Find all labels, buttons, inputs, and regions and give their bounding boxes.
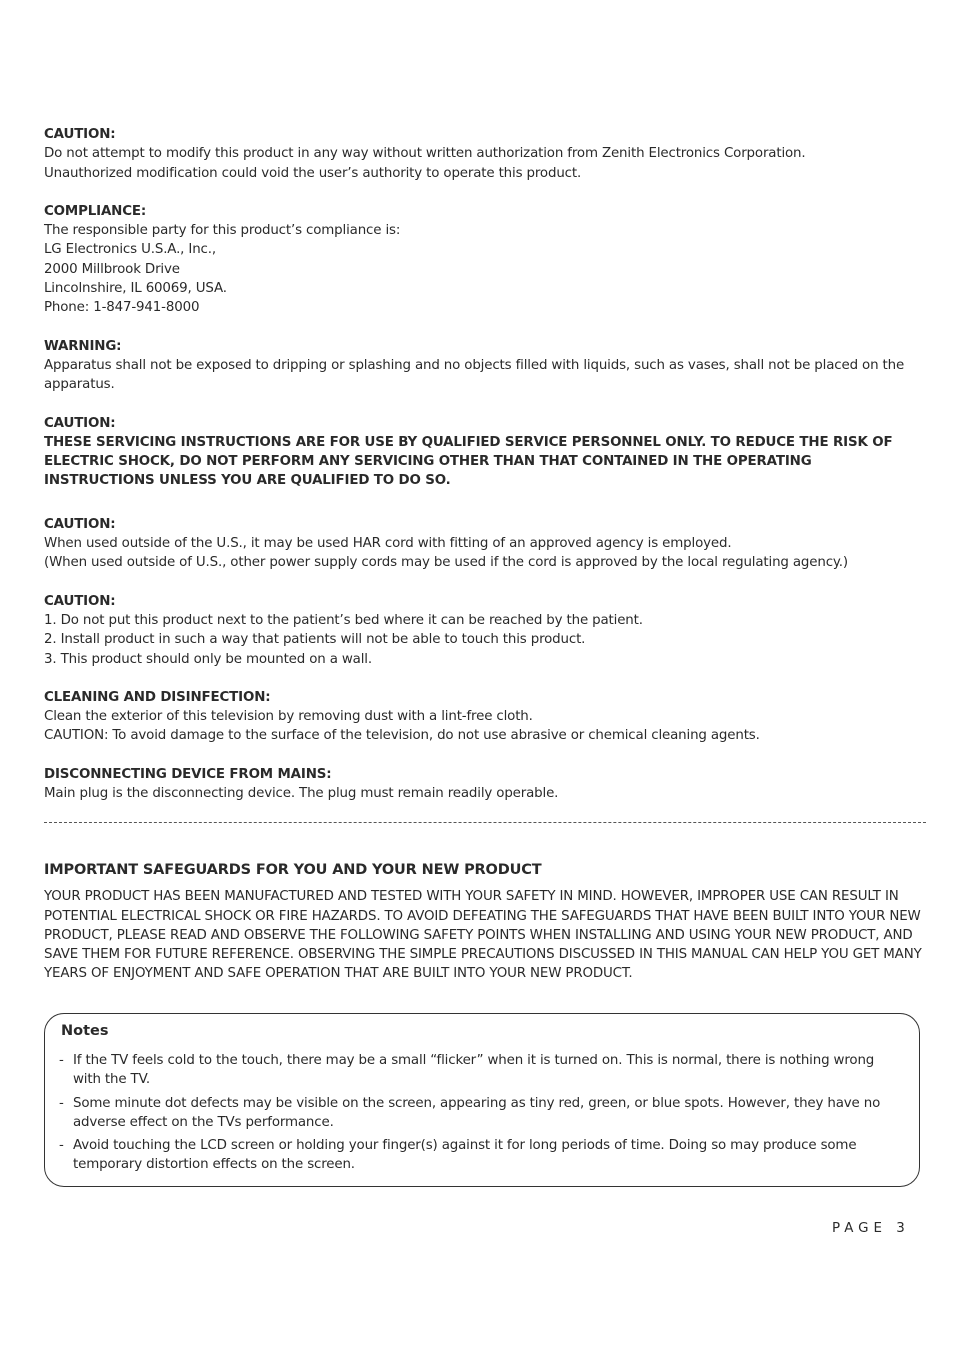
section-text: THESE SERVICING INSTRUCTIONS ARE FOR USE BY QUALIFIED SERVICE PERSONNEL ONLY. TO REDUCE THE RISK OF ELECTRIC SHOCK, DO NOT PERFORM ANY SERVICING OTHER THAN THAT CONTAINED IN THE OPERATING INSTRUCTIONS UNLESS YOU ARE QUALIFIED TO DO SO. <box>44 434 893 489</box>
safeguards-body: YOUR PRODUCT HAS BEEN MANUFACTURED AND TESTED WITH YOUR SAFETY IN MIND. HOWEVER, IMPROPER USE CAN RESULT IN POTENTIAL ELECTRICAL SHOCK OR FIRE HAZARDS. TO AVOID DEFEATING THE SAFEGUARDS THAT HAVE BEEN BUILT INTO YOUR NEW PRODUCT, PLEASE READ AND OBSERVE THE FOLLOWING SAFETY POINTS WHEN INSTALLING AND USING YOUR NEW PRODUCT, AND SAVE THEM FOR FUTURE REFERENCE. OBSERVING THE SIMPLE PRECAUTIONS DISCUSSED IN THIS MANUAL CAN HELP YOU GET MANY YEARS OF ENJOYMENT AND SAFE OPERATION THAT ARE BUILT INTO YOUR NEW PRODUCT. <box>44 889 922 982</box>
section-text: Clean the exterior of this television by removing dust with a lint-free cloth. <box>44 709 533 725</box>
section-text: 2000 Millbrook Drive <box>44 261 180 277</box>
section-text: LG Electronics U.S.A., Inc., <box>44 242 216 258</box>
safeguards-title: IMPORTANT SAFEGUARDS FOR YOU AND YOUR NEW PRODUCT <box>44 862 542 878</box>
section-text: 3. This product should only be mounted on a wall. <box>44 651 372 667</box>
section-caution-har-cord <box>44 515 924 573</box>
dashed-divider <box>44 822 926 823</box>
section-heading: CAUTION: <box>44 593 116 609</box>
list-item: - If the TV feels cold to the touch, there may be a small “flicker” when it is turned on. This is normal, there is nothing wrong with the TV. <box>59 1053 875 1088</box>
section-caution-modification <box>44 125 924 183</box>
section-cleaning <box>44 688 924 746</box>
safety-notices <box>44 125 924 822</box>
safeguards-section <box>44 861 924 984</box>
section-text: Lincolnshire, IL 60069, USA. <box>44 281 227 297</box>
section-caution-patient <box>44 592 924 669</box>
section-text: Unauthorized modification could void the user’s authority to operate this product. <box>44 165 582 181</box>
section-text: The responsible party for this product’s compliance is: <box>44 223 401 239</box>
section-heading: COMPLIANCE: <box>44 203 147 219</box>
notes-title: Notes <box>61 1023 109 1039</box>
section-text: Main plug is the disconnecting device. The plug must remain readily operable. <box>44 786 559 802</box>
section-text: Do not attempt to modify this product in any way without written authorization from Zenith Electronics Corporation. <box>44 146 806 162</box>
page-number: PAGE 3 <box>832 1221 910 1236</box>
section-text: Apparatus shall not be exposed to dripping or splashing and no objects filled with liquids, such as vases, shall not be placed on the apparatus. <box>44 357 905 393</box>
section-heading: CLEANING AND DISINFECTION: <box>44 689 271 705</box>
section-heading: CAUTION: <box>44 415 116 431</box>
section-text: (When used outside of U.S., other power supply cords may be used if the cord is approved by the local regulating agency.) <box>44 555 848 571</box>
section-heading: WARNING: <box>44 338 122 354</box>
note-text: Some minute dot defects may be visible on the screen, appearing as tiny red, green, or blue spots. However, they have no adverse effect on the TVs performance. <box>73 1095 881 1130</box>
notes-box <box>44 1013 920 1187</box>
section-heading: CAUTION: <box>44 127 116 142</box>
section-compliance <box>44 202 924 318</box>
list-item: - Some minute dot defects may be visible on the screen, appearing as tiny red, green, or blue spots. However, they have no adverse effect on the TVs performance. <box>59 1095 881 1130</box>
section-text: Phone: 1-847-941-8000 <box>44 300 200 316</box>
section-disconnecting <box>44 765 924 804</box>
section-text: 2. Install product in such a way that patients will not be able to touch this product. <box>44 632 586 648</box>
note-text: If the TV feels cold to the touch, there may be a small “flicker” when it is turned on. This is normal, there is nothing wrong with the TV. <box>73 1053 875 1088</box>
list-item: - Avoid touching the LCD screen or holding your finger(s) against it for long periods of time. Doing so may produce some temporary distortion effects on the screen. <box>59 1138 857 1173</box>
section-heading: CAUTION: <box>44 516 116 532</box>
section-text: When used outside of the U.S., it may be used HAR cord with fitting of an approved agency is employed. <box>44 536 732 552</box>
note-text: Avoid touching the LCD screen or holding your finger(s) against it for long periods of time. Doing so may produce some temporary distortion effects on the screen. <box>73 1138 857 1173</box>
section-caution-servicing <box>44 414 924 491</box>
section-warning <box>44 337 924 395</box>
section-text: CAUTION: To avoid damage to the surface of the television, do not use abrasive or chemical cleaning agents. <box>44 728 760 744</box>
section-heading: DISCONNECTING DEVICE FROM MAINS: <box>44 766 332 782</box>
notes-list <box>59 1051 899 1179</box>
section-text: 1. Do not put this product next to the patient’s bed where it can be reached by the patient. <box>44 612 643 628</box>
